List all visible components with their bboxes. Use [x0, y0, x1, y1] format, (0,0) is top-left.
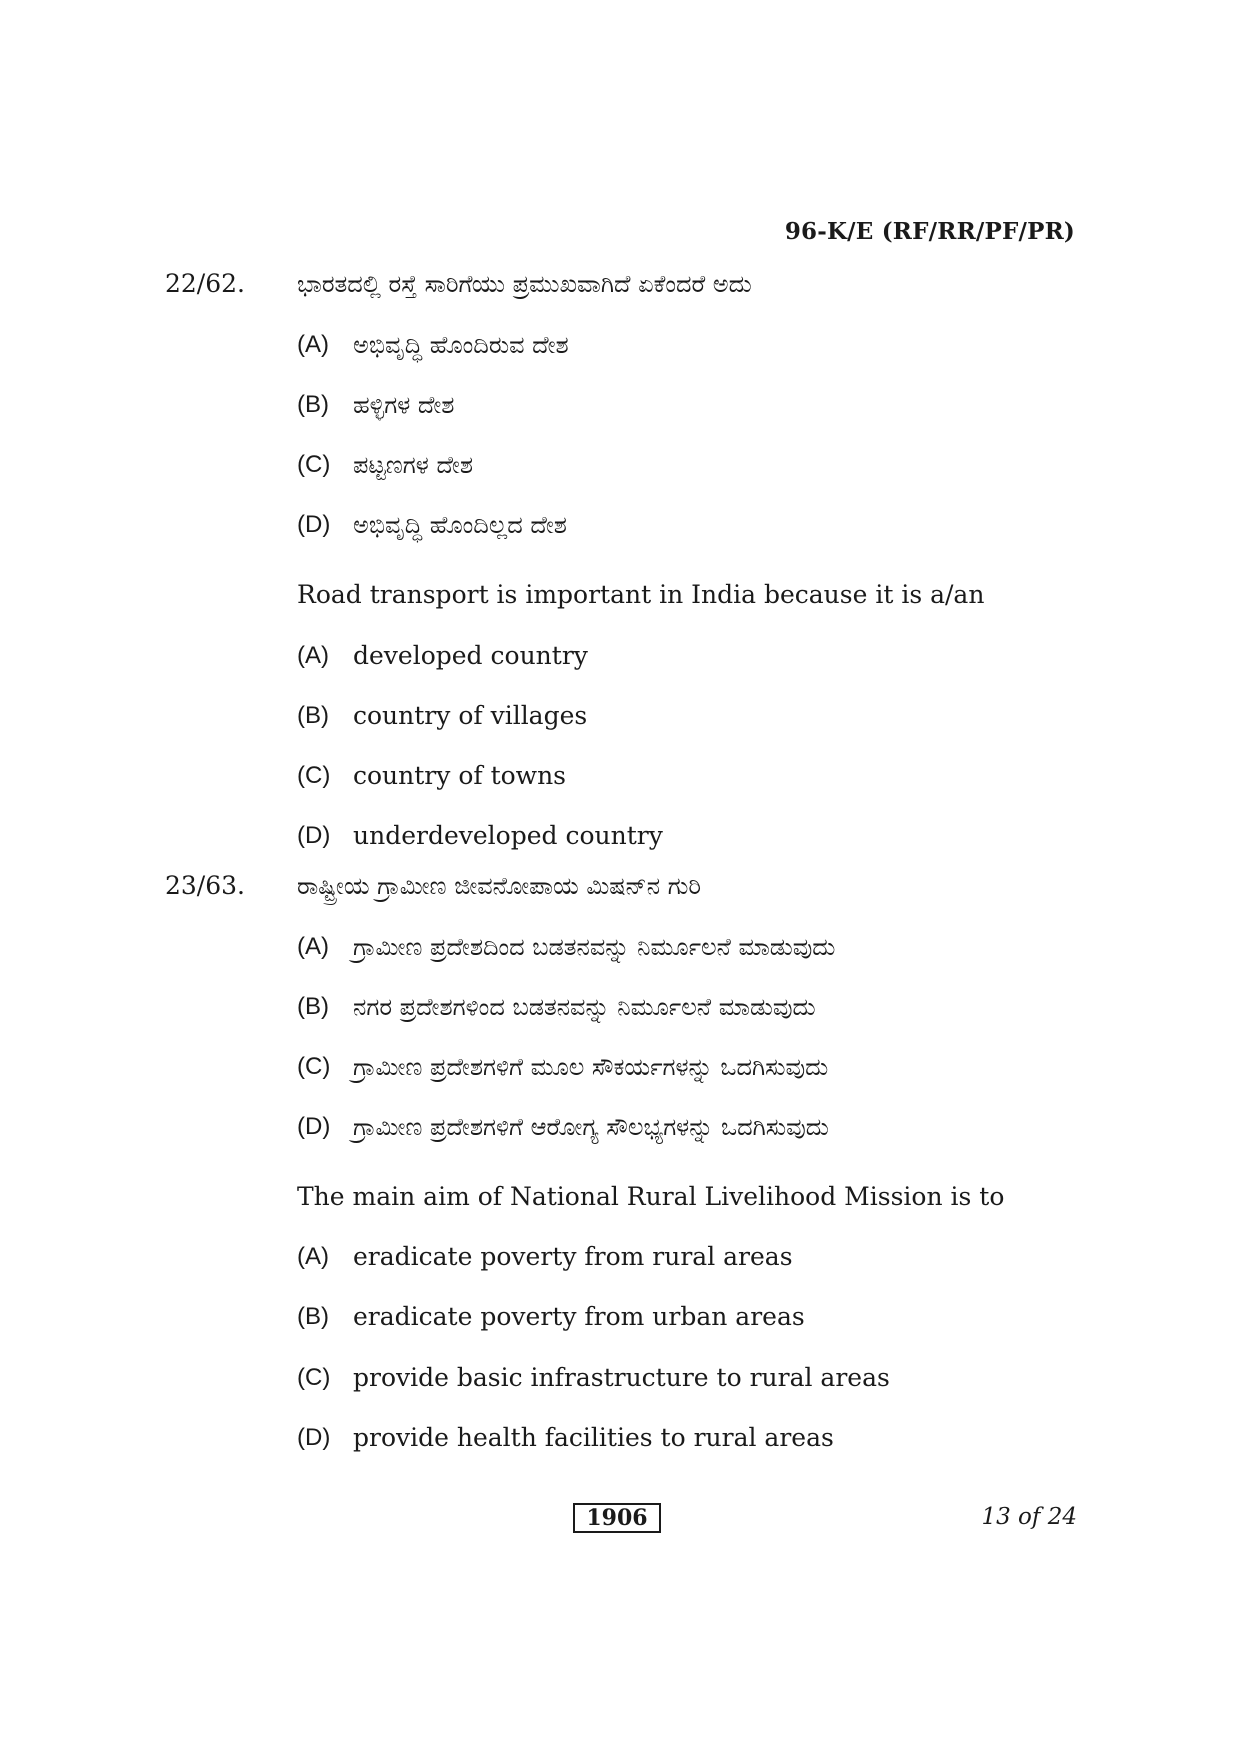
english-option-text: eradicate poverty from rural areas [353, 1242, 793, 1271]
option-label: (B) [297, 1303, 329, 1330]
page-number: 13 of 24 [981, 1504, 1077, 1530]
kannada-question-stem: ಭಾರತದಲ್ಲಿ ರಸ್ತೆ ಸಾರಿಗೆಯು ಪ್ರಮುಖವಾಗಿದೆ ಏಕೆಂದರೆ ಅದು [297, 270, 752, 298]
english-question-stem: The main aim of National Rural Livelihood Mission is to [297, 1182, 1005, 1211]
question-number: 22/62. [165, 269, 245, 298]
option-label: (C) [297, 762, 331, 789]
english-option-text: developed country [353, 641, 588, 670]
kannada-option-text: ಅಭಿವೃದ್ಧಿ ಹೊಂದಿರುವ ದೇಶ [353, 331, 569, 359]
paper-code: 96-K/E (RF/RR/PF/PR) [784, 218, 1075, 245]
option-label: (D) [297, 511, 331, 538]
english-option-text: underdeveloped country [353, 821, 663, 850]
kannada-option-text: ಗ್ರಾಮೀಣ ಪ್ರದೇಶಗಳಿಗೆ ಮೂಲ ಸೌಕರ್ಯಗಳನ್ನು ಒದಗಿಸುವುದು [353, 1053, 829, 1081]
kannada-option-text: ಅಭಿವೃದ್ಧಿ ಹೊಂದಿಲ್ಲದ ದೇಶ [353, 511, 567, 539]
kannada-option-text: ಪಟ್ಟಣಗಳ ದೇಶ [353, 451, 473, 479]
english-question-stem: Road transport is important in India because it is a/an [297, 580, 985, 609]
booklet-code-box: 1906 [573, 1503, 661, 1533]
kannada-question-stem: ರಾಷ್ಟ್ರೀಯ ಗ್ರಾಮೀಣ ಜೀವನೋಪಾಯ ಮಿಷನ್‌ನ ಗುರಿ [297, 872, 702, 900]
english-option-text: country of villages [353, 701, 588, 730]
option-label: (C) [297, 1053, 331, 1080]
option-label: (C) [297, 451, 331, 478]
option-label: (D) [297, 1113, 331, 1140]
kannada-option-text: ಹಳ್ಳಿಗಳ ದೇಶ [353, 391, 455, 419]
kannada-option-text: ಗ್ರಾಮೀಣ ಪ್ರದೇಶಗಳಿಗೆ ಆರೋಗ್ಯ ಸೌಲಭ್ಯಗಳನ್ನು ಒದಗಿಸುವುದು [353, 1113, 829, 1141]
option-label: (B) [297, 702, 329, 729]
option-label: (D) [297, 1424, 331, 1451]
kannada-option-text: ಗ್ರಾಮೀಣ ಪ್ರದೇಶದಿಂದ ಬಡತನವನ್ನು ನಿರ್ಮೂಲನೆ ಮಾಡುವುದು [353, 933, 836, 961]
question-number: 23/63. [165, 871, 245, 900]
option-label: (A) [297, 642, 329, 669]
option-label: (B) [297, 993, 329, 1020]
option-label: (A) [297, 1243, 329, 1270]
option-label: (C) [297, 1364, 331, 1391]
option-label: (B) [297, 391, 329, 418]
kannada-option-text: ನಗರ ಪ್ರದೇಶಗಳಿಂದ ಬಡತನವನ್ನು ನಿರ್ಮೂಲನೆ ಮಾಡುವುದು [353, 993, 816, 1021]
english-option-text: eradicate poverty from urban areas [353, 1302, 805, 1331]
english-option-text: provide health facilities to rural areas [353, 1423, 834, 1452]
option-label: (A) [297, 933, 329, 960]
english-option-text: provide basic infrastructure to rural areas [353, 1363, 890, 1392]
option-label: (D) [297, 822, 331, 849]
option-label: (A) [297, 331, 329, 358]
english-option-text: country of towns [353, 761, 567, 790]
